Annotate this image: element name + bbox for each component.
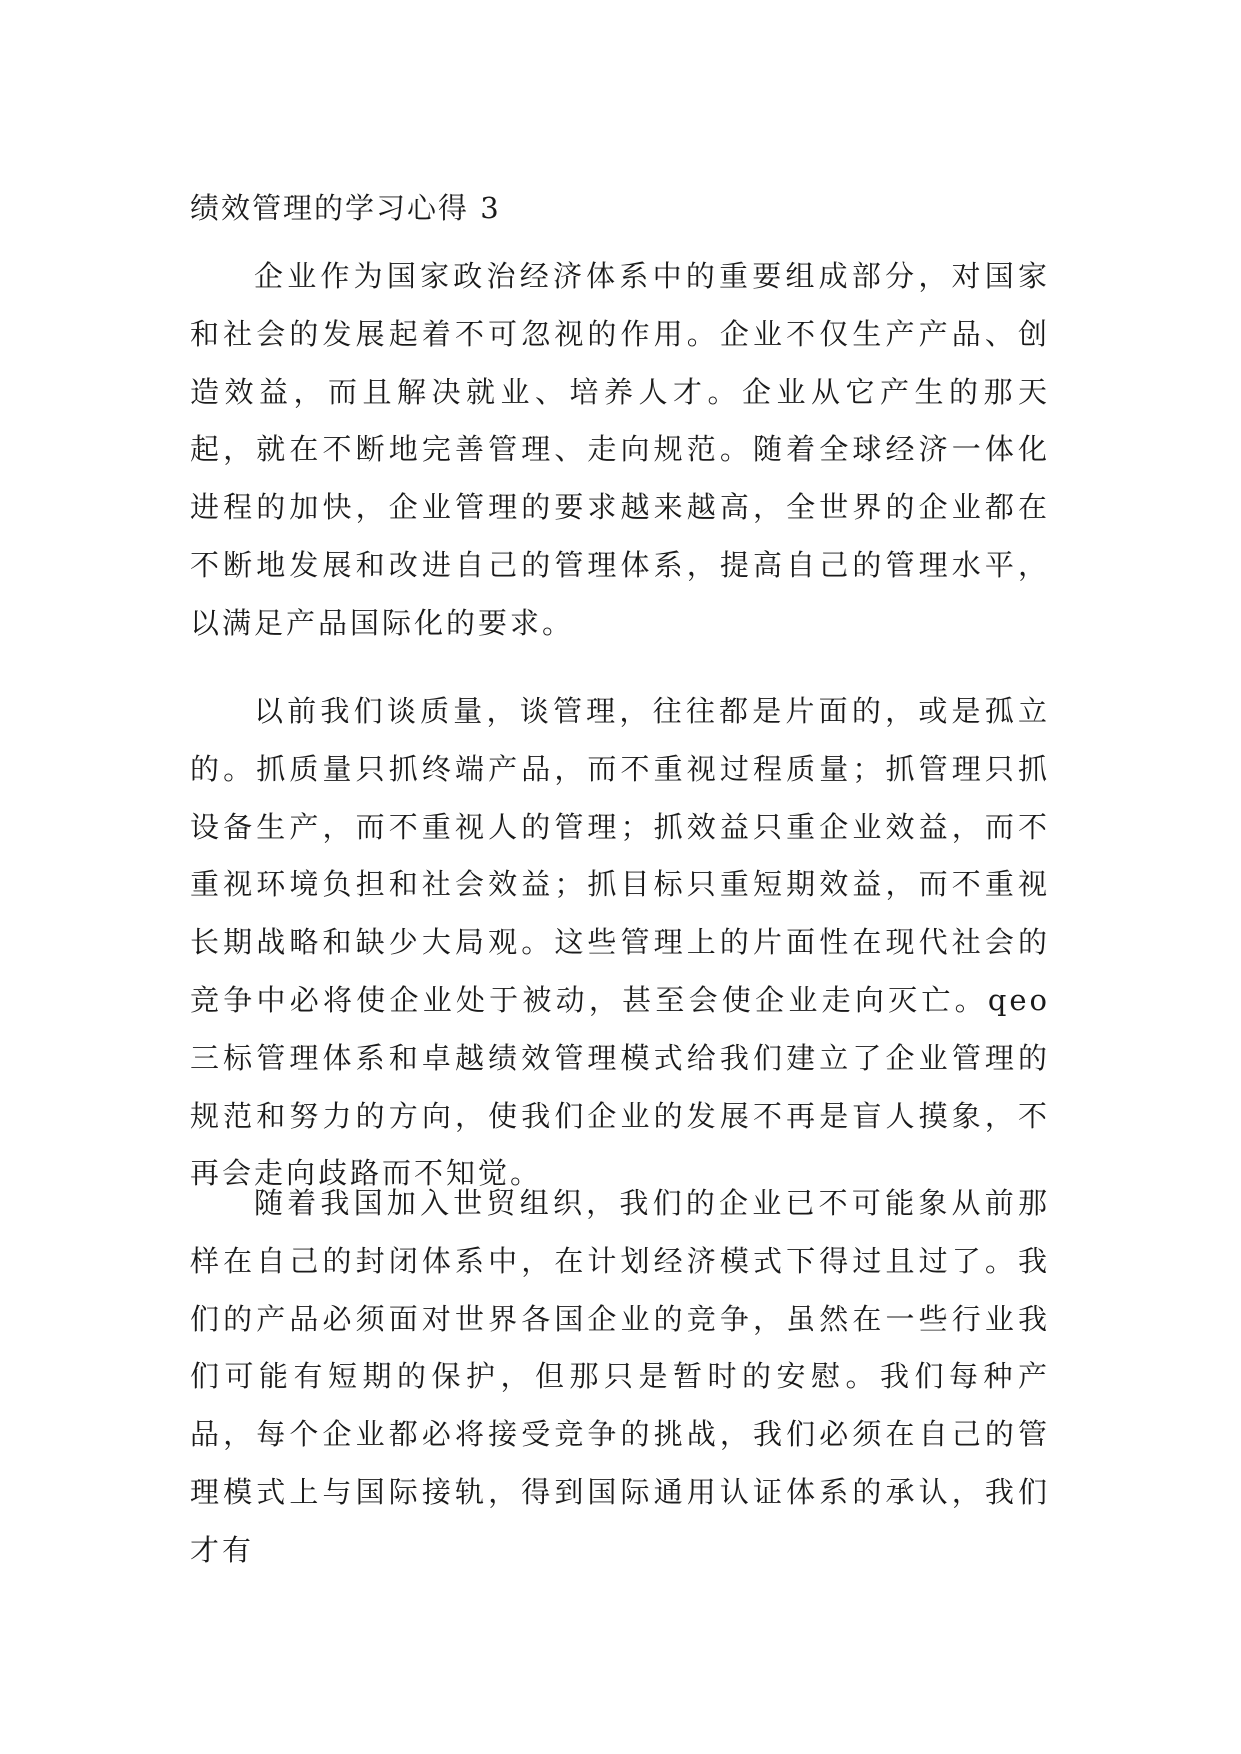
paragraph-2: 以前我们谈质量，谈管理，往往都是片面的，或是孤立的。抓质量只抓终端产品，而不重视过程质量；抓管理只抓设备生产，而不重视人的管理；抓效益只重企业效益，而不重视环境负担和社会效益；抓目标只重短期效益，而不重视长期战略和缺少大局观。这些管理上的片面性在现代社会的竞争中必将使企业处于被动，甚至会使企业走向灭亡。qeo三标管理体系和卓越绩效管理模式给我们建立了企业管理的规范和努力的方向，使我们企业的发展不再是盲人摸象，不再会走向歧路而不知觉。 <box>190 694 1050 1191</box>
document-title: 绩效管理的学习心得 3 <box>190 191 501 225</box>
paragraph-1: 企业作为国家政治经济体系中的重要组成部分，对国家和社会的发展起着不可忽视的作用。企业不仅生产产品、创造效益，而且解决就业、培养人才。企业从它产生的那天起，就在不断地完善管理、走向规范。随着全球经济一体化进程的加快，企业管理的要求越来越高，全世界的企业都在不断地发展和改进自己的管理体系，提高自己的管理水平，以满足产品国际化的要求。 <box>190 259 1050 640</box>
paragraph-3: 随着我国加入世贸组织，我们的企业已不可能象从前那样在自己的封闭体系中，在计划经济模式下得过且过了。我们的产品必须面对世界各国企业的竞争，虽然在一些行业我们可能有短期的保护，但那只是暂时的安慰。我们每种产品，每个企业都必将接受竞争的挑战，我们必须在自己的管理模式上与国际接轨，得到国际通用认证体系的承认，我们才有 <box>190 1186 1050 1567</box>
